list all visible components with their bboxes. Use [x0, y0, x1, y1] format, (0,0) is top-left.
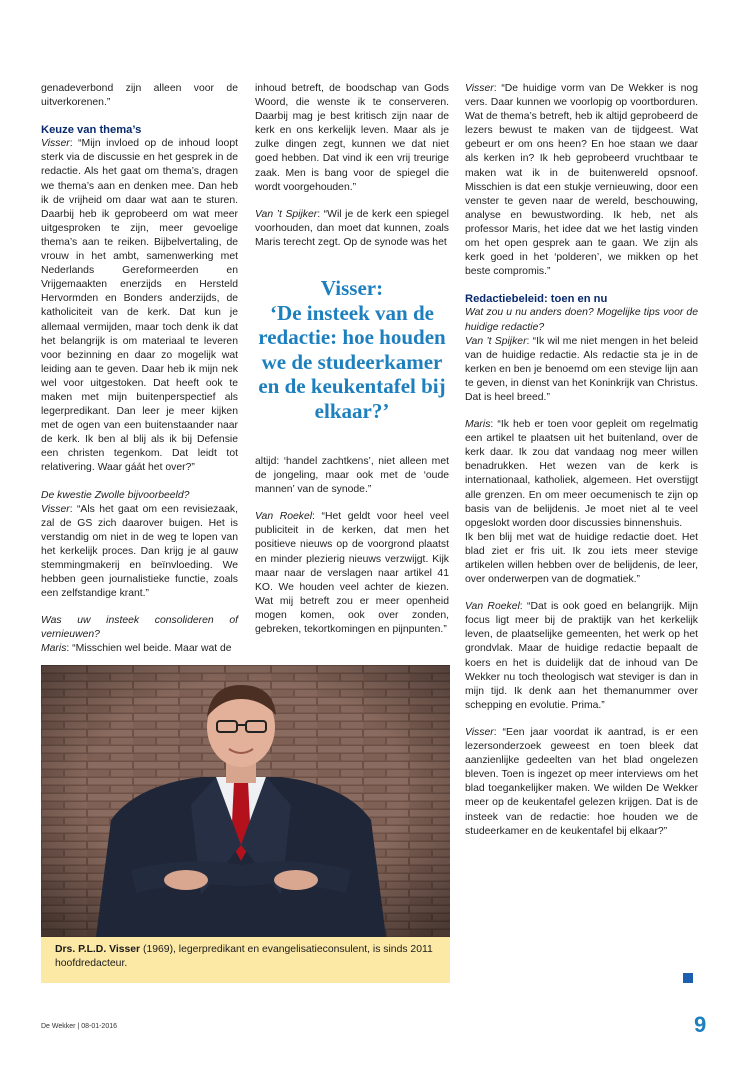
paragraph: [465, 335, 698, 405]
paragraph: [255, 510, 449, 637]
section-heading: Keuze van thema’s: [41, 124, 142, 137]
speaker-label: Van Roekel: [255, 511, 313, 523]
paragraph-text: : “De huidige vorm van De Wekker is nog vers. Daar kunnen we voorlopig op voortborduren. Wat de thema’s betreft, heb ik altijd geprobeerd de lezers bewust te maken van de tijdgeest. Wat gebeurt er om ons heen? En hoe staan we daar als kerken in? Ik heb geprobeerd vruchtbaar te maken wat ik in de buitenwereld opsnoof. Misschien is dat een stukje vernieuwing, door een venster te geven naar de wereld, beschouwing, analyse en bewustwording. Ik heb, net als professor Maris, het idee dat we het lastig vinden om het open gesprek aan te gaan. We zijn als kerk goed in het ‘polderen’, we mikken op het beste compromis.”: [465, 83, 698, 278]
paragraph: [255, 208, 449, 250]
page-number: 9: [694, 1012, 707, 1037]
speaker-label: Visser: [465, 726, 494, 738]
caption-name: Drs. P.L.D. Visser: [55, 944, 141, 955]
paragraph: altijd: ‘handel zachtkens’, niet alleen met de jongeling, maar ook met de ‘oude mannen’ van de synode.”: [255, 456, 449, 496]
paragraph: inhoud betreft, de boodschap van Gods Woord, die wenste ik te conserveren. Daarbij mag je best kritisch zijn naar de kerk en ons kerkelijk leven. Maar als je zulke dingen zegt, kunnen we dat niet goed hebben. Dat vind ik een vrij treurige zaak. Men is bang voor de spiegel die wordt voorgehouden.”: [255, 83, 449, 193]
pull-quote-speaker: Visser:: [320, 276, 384, 300]
pull-quote-text: ‘De insteek van de redactie: hoe houden we de studeerkamer en de keukentafel bij elkaar?’: [258, 300, 446, 423]
paragraph-text: : “Mijn invloed op de inhoud loopt sterk via de discussie en het gesprek in de redactie. Als het gaat om thema’s, dragen we thema’s aan en denken mee. Dan heb ik de vrijheid om daar wat aan te sturen. Daarbij heb ik geprobeerd om wat meer uitgesproken te zijn, meer gevoelige thema’s aan te reiken. Bijbelvertaling, de vrouw in het ambt, samenwerking met Nederlands Gereformeerden en Vrijgemaakten enerzijds en Hersteld Hervormden en Bonders anderzijds, de katholiciteit van de kerk. Dat kun je allemaal vermijden, maar toch denk ik dat het belangrijk is om materiaal te leveren voor bezinning en daar zo mogelijk wat leiding aan te geven. Daar heb ik mijn nek wel voor uitgestoken. Dat heeft ook te maken met mijn buitenperspectief als legerpredikant. Dan leer je meer kijken met de ogen van een buitenstaander naar de kerk. Ik ben al blij als ik bij Defensie een christen tegenkom. Dat leidt tot relativering. Waar gáát het over?”: [41, 138, 238, 474]
paragraph: Ik ben blij met wat de huidige redactie doet. Het blad ziet er fris uit. Ik zou iets meer stevige artikelen willen hebben over de belijdenis, de leer, over onderwerpen van de dogmatiek.”: [465, 531, 698, 586]
section-heading: Redactiebeleid: toen en nu: [465, 293, 608, 306]
photo-caption: [41, 937, 450, 983]
paragraph-text: : “Ik wil me niet mengen in het beleid van de huidige redactie. Als redactie sta je in de kerken en ben je benoemd om een stevige lijn aan te geven, in dienst van het Koninkrijk van Christus. Dat is heel breed.”: [465, 335, 698, 403]
article-column-1: [41, 82, 238, 657]
paragraph-text: : “Dat is ook goed en belangrijk. Mijn focus ligt meer bij de praktijk van het kerkelijk leven, de plaatselijke gemeenten, het werk op het grondvlak. Maar de huidige redactie bepaalt de koers en het is duidelijk dat de inhoud van De Wekker nu toch theologisch wat steviger is dan in mijn tijd. Ik denk aan het themanummer over schepping en evolutie. Prima.”: [465, 601, 698, 711]
speaker-label: Maris: [41, 643, 67, 655]
interview-question: Wat zou u nu anders doen? Mogelijke tips voor de huidige redactie?: [465, 307, 698, 333]
speaker-label: Visser: [41, 503, 70, 515]
paragraph-text: : “Wil je de kerk een spiegel voorhouden, dan moet dat kunnen, zoals Maris terecht zegt. Op de synode was het: [255, 208, 449, 248]
paragraph: [465, 726, 698, 839]
paragraph: [465, 82, 698, 279]
paragraph-text: : “Misschien wel beide. Maar wat de: [66, 643, 232, 655]
speaker-label: Van ’t Spijker: [255, 208, 318, 220]
article-column-2: [255, 82, 449, 250]
paragraph: genadeverbond zijn alleen voor de uitverkorenen.”: [41, 83, 238, 109]
portrait-photo: [41, 665, 450, 937]
speaker-label: Maris: [465, 419, 491, 431]
article-column-3: [465, 82, 698, 839]
paragraph: [41, 137, 238, 475]
interview-question: De kwestie Zwolle bijvoorbeeld?: [41, 489, 190, 501]
speaker-label: Van Roekel: [465, 601, 520, 613]
speaker-label: Van ’t Spijker: [465, 335, 527, 347]
paragraph: [41, 642, 238, 656]
page-footer: De Wekker | 08-01-2016: [41, 1023, 118, 1030]
article-column-2-continued: [255, 455, 449, 637]
paragraph-text: : “Als het gaat om een revisiezaak, zal de GS zich daarover buigen. Het is verstandig om niet in de weg te lopen van het kerkelijk proces. Dan krijg je al gauw stemmingmakerij en beïnvloeding. We hebben geen journalistieke functie, zoals een zelfstandige krant.”: [41, 503, 238, 600]
speaker-label: Visser: [41, 138, 70, 150]
paragraph: [465, 418, 698, 531]
end-of-article-square: [683, 973, 693, 983]
paragraph-text: : “Een jaar voordat ik aantrad, is er een lezersonderzoek geweest en toen bleek dat aanzienlijke gedeelten van het blad ongelezen bleven. Toen is ingezet op meer interviews om het blad toegankelijker maken. We wilden De Wekker meer op de keukentafel gelezen krijgen. Dat is de insteek van de redactie: hoe houden we de studeerkamer en de keukentafel bij elkaar?”: [465, 726, 698, 837]
paragraph-text: : “Het geldt voor heel veel publiciteit in de kerken, dat men het positieve nieuws op de voorgrond plaatst en minder plezierig nieuws verzwijgt. Kijk maar naar de verslagen naar artikel 41 KO. We houden veel achter de kiezen. Wat mij betreft zou er meer openheid mogen komen, ook over zonden, gebreken, tekortkomingen en pijnpunten.”: [255, 511, 449, 636]
interview-question: Was uw insteek consolideren of vernieuwen?: [41, 615, 238, 641]
speaker-label: Visser: [465, 83, 494, 94]
paragraph-text: : “Ik heb er toen voor gepleit om regelmatig een artikel te plaatsen uit het buitenland, over de kerk daar. Ik zou dat vandaag nog meer willen benadrukken. Het wezen van de kerk is internationaal, katholiek, algemeen. Het overstijgt alle grenzen. En om meer oecumenisch te zijn op basis van de belijdenis. Je moet niet al te veel opgeslokt worden door discussies binnenshuis.: [465, 419, 698, 529]
pull-quote: [255, 276, 449, 423]
paragraph: [465, 600, 698, 713]
caption-text: (1969), legerpredikant en evangelisatieconsulent, is sinds 2011 hoofdredacteur.: [55, 944, 433, 970]
paragraph: [41, 503, 238, 602]
